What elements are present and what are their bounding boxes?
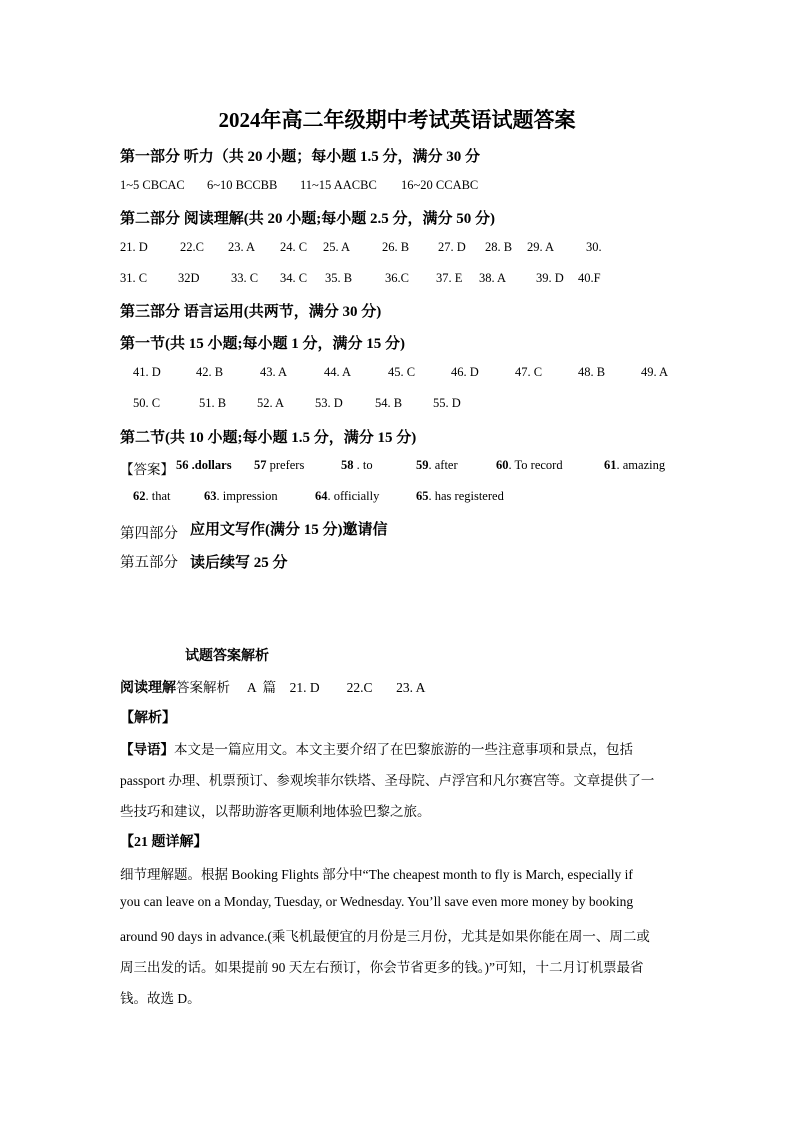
daoyu-line-1 bbox=[120, 738, 633, 758]
answer-45: 45. C bbox=[388, 365, 416, 379]
answer-62-num: 62 bbox=[133, 489, 146, 503]
answer-39: 39. D bbox=[536, 271, 564, 285]
answer-61 bbox=[604, 458, 665, 473]
part1-heading: 第一部分 听力（共 20 小题；每小题 1.5 分，满分 30 分 bbox=[120, 149, 481, 165]
reading-label: 阅读理解 bbox=[120, 681, 176, 696]
answer-47: 47. C bbox=[515, 365, 543, 379]
answer-59-text: . after bbox=[428, 458, 458, 472]
answer-64 bbox=[315, 489, 379, 504]
listening-answers-1: 1~5 CBCAC bbox=[120, 178, 185, 192]
listening-answers-4: 16~20 CCABC bbox=[401, 178, 479, 192]
jiexi-label: 【解析】 bbox=[120, 711, 176, 726]
answer-40: 40.F bbox=[578, 271, 601, 285]
answer-23: 23. A bbox=[228, 240, 256, 254]
answer-57-num: 57 bbox=[254, 458, 267, 472]
answer-label: 【答案】 bbox=[120, 462, 174, 477]
part3-heading: 第三部分 语言运用(共两节，满分 30 分) bbox=[120, 304, 382, 320]
q21-line-2: you can leave on a Monday, Tuesday, or Wednesday. You’ll save even more money by booking bbox=[120, 894, 634, 909]
answer-30: 30. bbox=[586, 240, 602, 254]
answer-34: 34. C bbox=[280, 271, 308, 285]
part4-title: 应用文写作(满分 15 分)邀请信 bbox=[190, 522, 388, 538]
daoyu-label: 【导语】 bbox=[120, 742, 174, 757]
listening-answers-3: 11~15 AACBC bbox=[300, 178, 377, 192]
answer-60-num: 60 bbox=[496, 458, 509, 472]
answer-41: 41. D bbox=[133, 365, 161, 379]
part3-section2-heading: 第二节(共 10 小题;每小题 1.5 分，满分 15 分) bbox=[120, 430, 417, 446]
answer-44: 44. A bbox=[324, 365, 352, 379]
answer-57 bbox=[254, 458, 304, 473]
analysis-heading: 试题答案解析 bbox=[185, 649, 269, 664]
analysis-intro-line bbox=[120, 676, 425, 697]
answer-56 bbox=[176, 458, 232, 473]
answer-29: 29. A bbox=[527, 240, 555, 254]
answer-60 bbox=[496, 458, 563, 473]
answer-51: 51. B bbox=[199, 396, 227, 410]
answer-64-num: 64 bbox=[315, 489, 328, 503]
page-title: 2024年高二年级期中考试英语试题答案 bbox=[218, 108, 576, 132]
answer-35: 35. B bbox=[325, 271, 353, 285]
part5-heading bbox=[120, 551, 288, 572]
answer-46: 46. D bbox=[451, 365, 479, 379]
answer-62 bbox=[133, 489, 171, 504]
daoyu-text-1: 本文是一篇应用文。本文主要介绍了在巴黎旅游的一些注意事项和景点，包括 bbox=[174, 742, 633, 757]
q21-line-4: 周三出发的话。如果提前 90 天左右预订，你会节省更多的钱。)”可知，十二月订机票最省 bbox=[120, 960, 644, 975]
part3-section1-heading: 第一节(共 15 小题;每小题 1 分，满分 15 分) bbox=[120, 336, 405, 352]
answer-63 bbox=[204, 489, 278, 504]
answer-65-num: 65 bbox=[416, 489, 429, 503]
part5-prefix: 第五部分 bbox=[120, 555, 178, 571]
answer-57-text: prefers bbox=[269, 458, 305, 472]
answer-59 bbox=[416, 458, 458, 473]
answer-62-text: . that bbox=[145, 489, 171, 503]
answer-53: 53. D bbox=[315, 396, 343, 410]
answer-61-num: 61 bbox=[604, 458, 617, 472]
part4-prefix: 第四部分 bbox=[120, 526, 178, 542]
q21-label: 【21 题详解】 bbox=[120, 835, 208, 850]
answer-54: 54. B bbox=[375, 396, 403, 410]
daoyu-line-3: 些技巧和建议，以帮助游客更顺利地体验巴黎之旅。 bbox=[120, 804, 431, 819]
answer-59-num: 59 bbox=[416, 458, 429, 472]
q21-line-5: 钱。故选 D。 bbox=[120, 991, 201, 1006]
answer-61-text: . amazing bbox=[616, 458, 666, 472]
answer-22: 22.C bbox=[180, 240, 204, 254]
answer-24: 24. C bbox=[280, 240, 308, 254]
daoyu-line-2: passport 办理、机票预订、参观埃菲尔铁塔、圣母院、卢浮宫和凡尔赛宫等。文章提供了一 bbox=[120, 773, 655, 788]
answer-58 bbox=[341, 458, 373, 473]
answer-38: 38. A bbox=[479, 271, 507, 285]
answer-52: 52. A bbox=[257, 396, 285, 410]
answer-63-num: 63 bbox=[204, 489, 217, 503]
answer-42: 42. B bbox=[196, 365, 224, 379]
answer-56-num: 56 bbox=[176, 458, 189, 472]
answer-60-text: . To record bbox=[508, 458, 563, 472]
q21-line-1: 细节理解题。根据 Booking Flights 部分中“The cheapest month to fly is March, especially if bbox=[120, 867, 633, 882]
answer-31: 31. C bbox=[120, 271, 148, 285]
q21-line-3: around 90 days in advance.(乘飞机最便宜的月份是三月份，尤其是如果你能在周一、周二或 bbox=[120, 929, 650, 944]
answer-55: 55. D bbox=[433, 396, 461, 410]
answer-43: 43. A bbox=[260, 365, 288, 379]
answer-27: 27. D bbox=[438, 240, 466, 254]
answer-58-text: . to bbox=[356, 458, 373, 472]
part2-heading: 第二部分 阅读理解(共 20 小题;每小题 2.5 分，满分 50 分) bbox=[120, 211, 495, 227]
part4-heading bbox=[120, 518, 388, 542]
answer-64-text: . officially bbox=[327, 489, 380, 503]
answer-36: 36.C bbox=[385, 271, 409, 285]
answer-25: 25. A bbox=[323, 240, 351, 254]
part5-title: 读后续写 25 分 bbox=[190, 555, 288, 571]
answer-65-text: . has registered bbox=[428, 489, 504, 503]
answer-37: 37. E bbox=[436, 271, 463, 285]
listening-answers-2: 6~10 BCCBB bbox=[207, 178, 278, 192]
answer-56-text: .dollars bbox=[191, 458, 232, 472]
answer-58-num: 58 bbox=[341, 458, 354, 472]
analysis-answers: 答案解析 A 篇 21. D 22.C 23. A bbox=[176, 680, 426, 695]
answer-26: 26. B bbox=[382, 240, 410, 254]
answer-32: 32D bbox=[178, 271, 200, 285]
answer-65 bbox=[416, 489, 504, 504]
answer-48: 48. B bbox=[578, 365, 606, 379]
answer-21: 21. D bbox=[120, 240, 148, 254]
answer-49: 49. A bbox=[641, 365, 669, 379]
answer-28: 28. B bbox=[485, 240, 513, 254]
answer-63-text: . impression bbox=[216, 489, 278, 503]
answer-33: 33. C bbox=[231, 271, 259, 285]
answer-50: 50. C bbox=[133, 396, 161, 410]
